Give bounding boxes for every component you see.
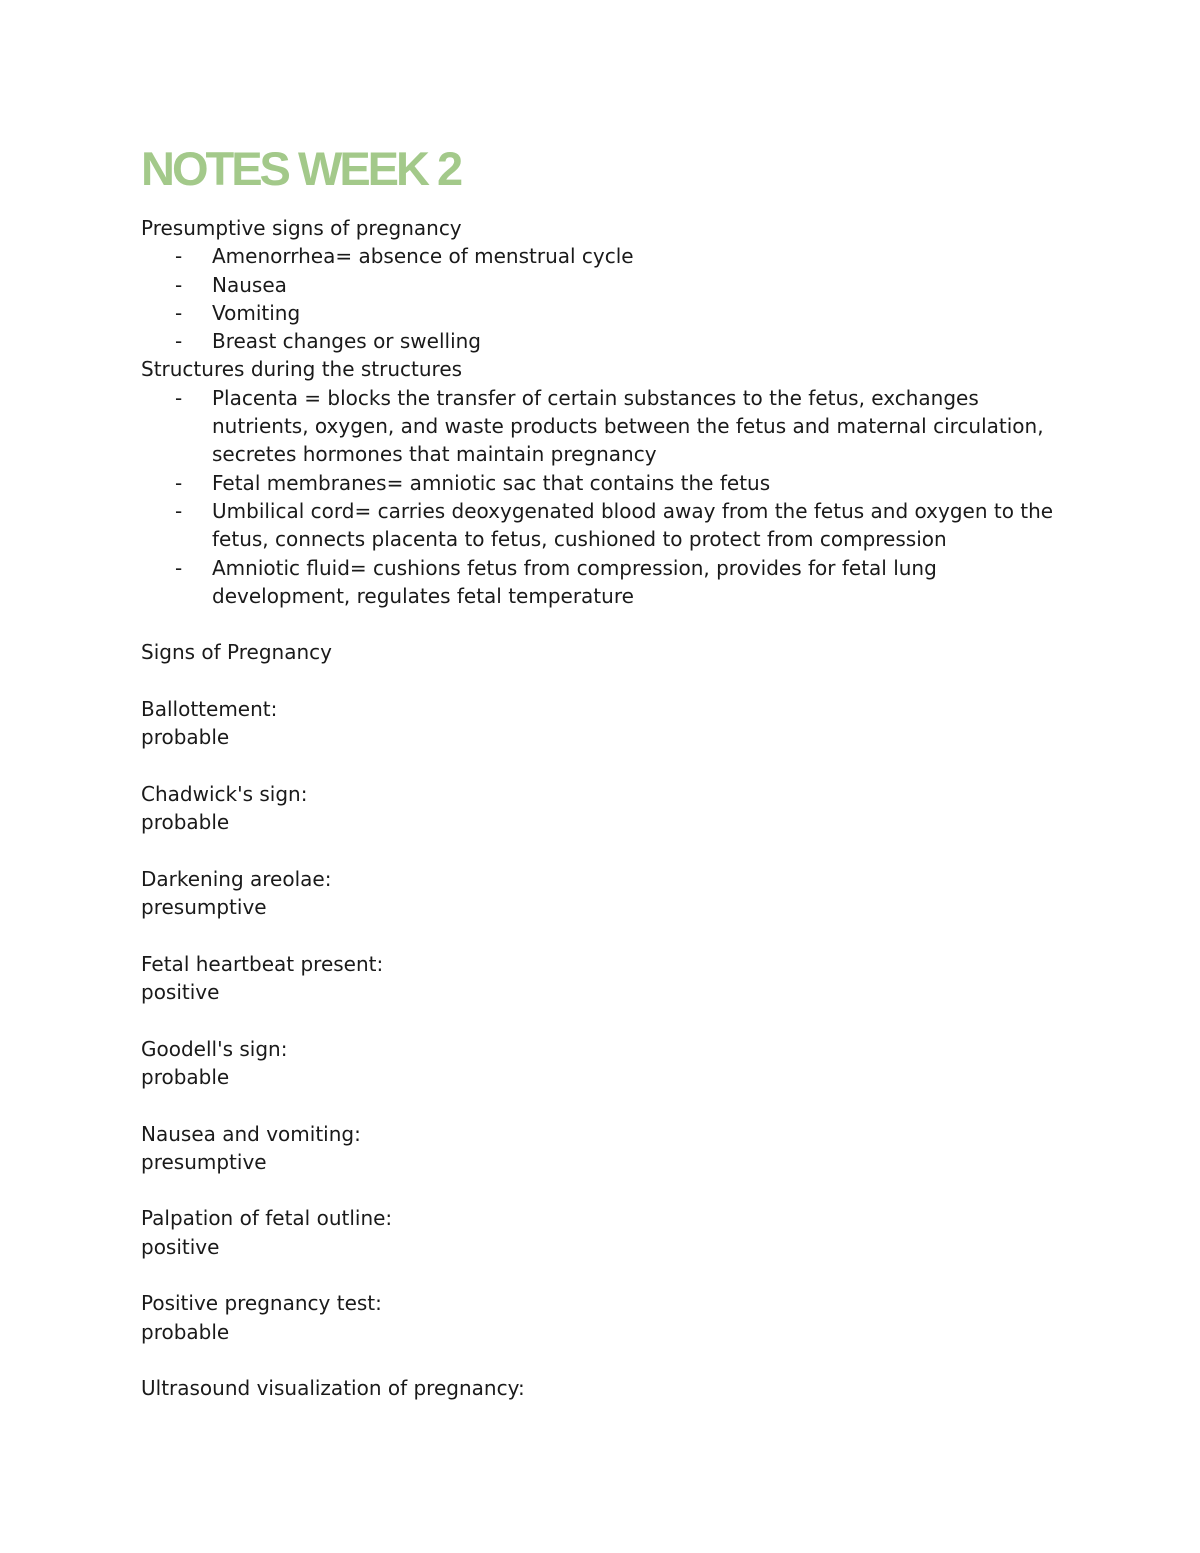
sign-type: probable <box>141 1064 230 1089</box>
structures-list <box>141 384 1101 610</box>
list-item <box>141 554 1072 611</box>
list-item <box>141 384 1072 469</box>
list-item <box>141 497 1072 554</box>
sign-entry <box>141 921 1101 1006</box>
signs-heading: Signs of Pregnancy <box>141 640 332 665</box>
dash-marker: - <box>175 300 183 325</box>
sign-term: Chadwick's sign: <box>141 781 308 806</box>
list-item <box>141 242 1072 270</box>
spacer <box>141 1176 1101 1204</box>
structures-heading: Structures during the structures <box>141 357 463 382</box>
dash-marker: - <box>175 470 183 495</box>
sign-entry <box>141 1261 1101 1346</box>
sign-term: Fetal heartbeat present: <box>141 951 384 976</box>
sign-term: Ultrasound visualization of pregnancy: <box>141 1376 525 1401</box>
sign-term: Nausea and vomiting: <box>141 1121 361 1146</box>
dash-marker: - <box>175 498 183 523</box>
sign-entry <box>141 1176 1101 1261</box>
sign-term: Positive pregnancy test: <box>141 1291 382 1316</box>
sign-entry <box>141 1091 1101 1176</box>
list-item-text: Placenta = blocks the transfer of certain substances to the fetus, exchanges nutrients, oxygen, and waste products between the fetus and maternal circulation, secretes hormones that maintain pregnancy <box>212 385 1044 467</box>
sign-entry <box>141 1346 1101 1403</box>
sign-term: Palpation of fetal outline: <box>141 1206 393 1231</box>
dash-marker: - <box>175 329 183 354</box>
spacer <box>141 610 1101 638</box>
spacer <box>141 1261 1101 1289</box>
document-title: NOTES WEEK 2 <box>141 142 461 195</box>
presumptive-heading: Presumptive signs of pregnancy <box>141 216 462 240</box>
dash-marker: - <box>175 272 183 297</box>
list-item-text: Fetal membranes= amniotic sac that contains the fetus <box>212 470 771 495</box>
spacer <box>141 1006 1101 1034</box>
spacer <box>141 667 1101 695</box>
document-page <box>141 140 1101 1402</box>
list-item-text: Amniotic fluid= cushions fetus from compression, provides for fetal lung development, regulates fetal temperature <box>212 555 937 608</box>
list-item <box>141 469 1072 497</box>
sign-type: positive <box>141 1234 220 1259</box>
sign-term: Goodell's sign: <box>141 1036 288 1061</box>
sign-entry <box>141 837 1101 922</box>
spacer <box>141 752 1101 780</box>
presumptive-list <box>141 242 1101 355</box>
list-item-text: Amenorrhea= absence of menstrual cycle <box>212 244 634 269</box>
sign-type: probable <box>141 1319 230 1344</box>
list-item-text: Breast changes or swelling <box>212 329 482 354</box>
sign-type: probable <box>141 725 230 750</box>
sign-term: Darkening areolae: <box>141 866 332 891</box>
dash-marker: - <box>175 555 183 580</box>
dash-marker: - <box>175 385 183 410</box>
dash-marker: - <box>175 244 183 269</box>
sign-type: presumptive <box>141 1149 267 1174</box>
sign-term: Ballottement: <box>141 697 278 722</box>
list-item-text: Nausea <box>212 272 287 297</box>
spacer <box>141 1346 1101 1374</box>
list-item <box>141 327 1072 355</box>
sign-type: presumptive <box>141 895 267 920</box>
sign-entry <box>141 1006 1101 1091</box>
list-item-text: Umbilical cord= carries deoxygenated blood away from the fetus and oxygen to the fetus, connects placenta to fetus, cushioned to protect from compression <box>212 498 1054 552</box>
spacer <box>141 1091 1101 1119</box>
list-item <box>141 271 1072 299</box>
list-item-text: Vomiting <box>212 300 301 325</box>
spacer <box>141 921 1101 949</box>
list-item <box>141 299 1072 327</box>
sign-type: probable <box>141 810 230 835</box>
spacer <box>141 837 1101 865</box>
sign-entry <box>141 752 1101 837</box>
sign-entry <box>141 667 1101 752</box>
sign-type: positive <box>141 980 220 1005</box>
